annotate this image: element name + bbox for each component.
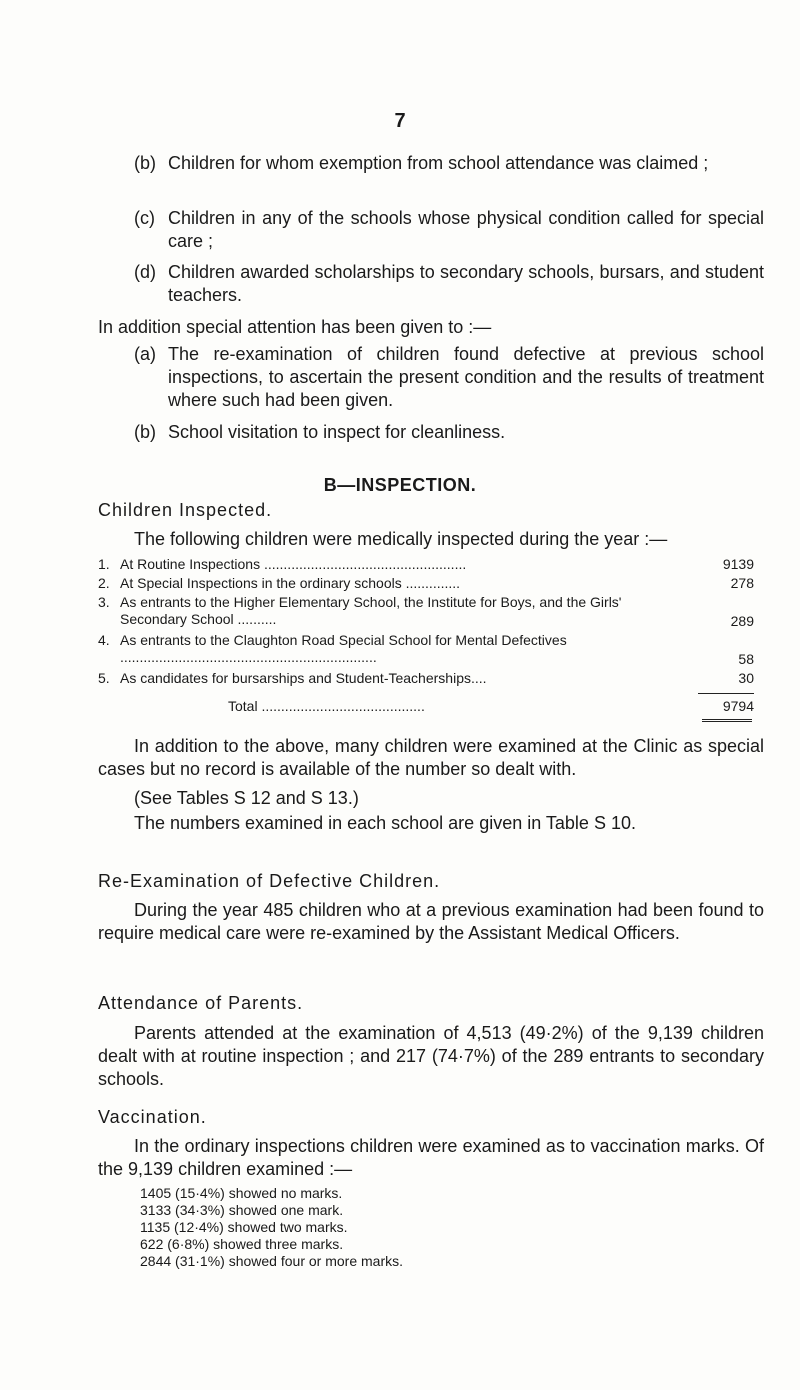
- item-text: Children awarded scholarships to secondary schools, bursars, and student teachers.: [168, 262, 764, 305]
- numbers-paragraph: The numbers examined in each school are given in Table S 10.: [134, 813, 636, 833]
- vaccination-heading: Vaccination.: [98, 1107, 207, 1127]
- item-text: The re-examination of children found defective at previous school inspections, to ascertain the present condition and the results of treatment where such had been given.: [168, 344, 764, 410]
- list-item: [134, 343, 764, 412]
- item-label: (c): [134, 208, 155, 228]
- vaccination-list: [140, 1185, 403, 1270]
- vaccination-paragraph: In the ordinary inspections children were examined as to vaccination marks. Of the 9,139 children examined :—: [98, 1136, 764, 1179]
- vaccination-row: 3133 (34·3%) showed one mark.: [140, 1202, 344, 1218]
- total-double-rule: [702, 719, 752, 722]
- vaccination-row: 1405 (15·4%) showed no marks.: [140, 1185, 343, 1201]
- section-heading: B—INSPECTION.: [323, 475, 477, 495]
- reexam-heading: Re-Examination of Defective Children.: [98, 871, 441, 891]
- page-number: 7: [394, 110, 406, 132]
- item-label: (a): [134, 344, 156, 364]
- item-label: (b): [134, 422, 156, 442]
- item-text: Children in any of the schools whose physical condition called for special care ;: [168, 208, 764, 251]
- inspected-intro: The following children were medically inspected during the year :—: [134, 529, 668, 549]
- list-item: [134, 207, 764, 253]
- vaccination-row: 1135 (12·4%) showed two marks.: [140, 1219, 348, 1235]
- tables-note: (See Tables S 12 and S 13.): [134, 788, 359, 808]
- attendance-paragraph: Parents attended at the examination of 4,513 (49·2%) of the 9,139 children dealt with at routine inspection ; and 217 (74·7%) of the 289 entrants to secondary schools.: [98, 1023, 764, 1089]
- list-item: [134, 152, 764, 175]
- vaccination-row: 622 (6·8%) showed three marks.: [140, 1236, 344, 1252]
- list-item: [134, 261, 764, 307]
- item-text: Children for whom exemption from school attendance was claimed ;: [168, 153, 709, 173]
- list-item: [134, 421, 764, 444]
- attendance-heading: Attendance of Parents.: [98, 993, 304, 1013]
- item-label: (b): [134, 153, 156, 173]
- vaccination-row: 2844 (31·1%) showed four or more marks.: [140, 1253, 403, 1269]
- item-label: (d): [134, 262, 156, 282]
- addition-intro: In addition special attention has been given to :—: [98, 317, 492, 337]
- item-text: School visitation to inspect for cleanliness.: [168, 422, 506, 442]
- children-inspected-heading: Children Inspected.: [98, 500, 273, 520]
- total-rule: [698, 693, 754, 694]
- clinic-paragraph: In addition to the above, many children were examined at the Clinic as special cases but no record is available of the number so dealt with.: [98, 736, 764, 779]
- reexam-paragraph: During the year 485 children who at a previous examination had been found to require medical care were re-examined by the Assistant Medical Officers.: [98, 900, 764, 943]
